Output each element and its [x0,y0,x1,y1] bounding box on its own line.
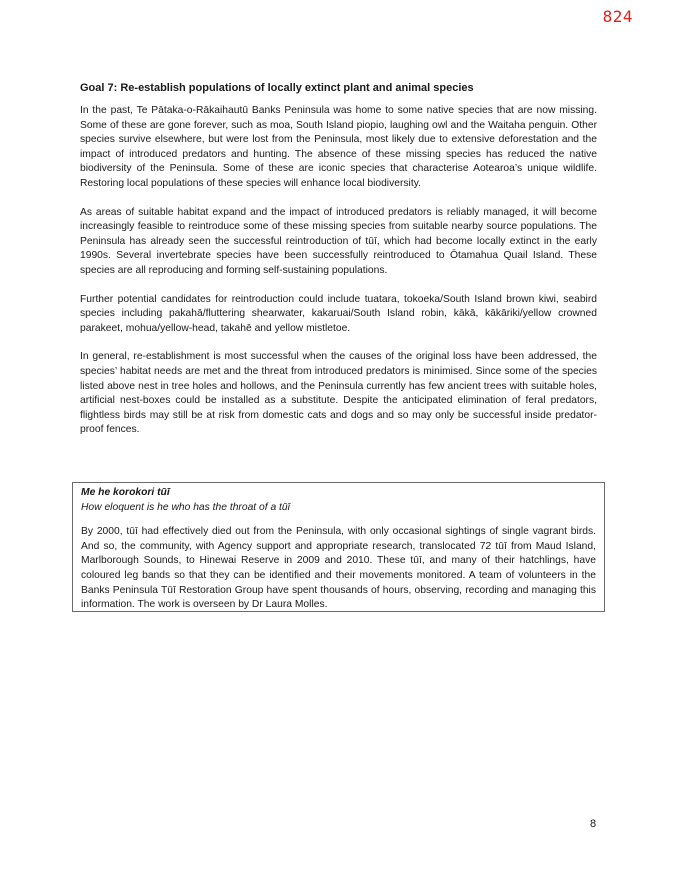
page-stamp-number: 824 [602,7,633,26]
paragraph-candidates: Further potential candidates for reintroduction could include tuatara, tokoeka/South Island brown kiwi, seabird species including pakahā/fluttering shearwater, kakaruai/South Island robin, kākā, kākāriki/yellow crowned parakeet, mohua/yellow-head, takahē and yellow mistletoe. [80,293,597,334]
paragraph-intro: In the past, Te Pātaka-o-Rākaihautū Banks Peninsula was home to some native species that are now missing. Some of these are gone forever, such as moa, South Island piopio, laughing owl and the Waitaha penguin. Other species survive elsewhere, but were lost from the Peninsula, most likely due to extensive deforestation and the impact of introduced predators and hunting. The absence of these missing species has reduced the native biodiversity of the Peninsula. Some of these are iconic species that characterise Aotearoa’s unique wildlife. Restoring local populations of these species will enhance local biodiversity. [80,105,597,189]
main-content [80,81,597,452]
callout-body: By 2000, tūī had effectively died out from the Peninsula, with only occasional sightings of single vagrant birds. And so, the community, with Agency support and appropriate research, translocated 72 tūī from Maud Island, Marlborough Sounds, to Hinewai Reserve in 2009 and 2010. These tūī, and many of their hatchlings, have coloured leg bands so that they can be identified and their movements monitored. A team of volunteers in the Banks Peninsula Tūī Restoration Group have spent thousands of hours, observing, recording and managing this information. The work is overseen by Dr Laura Molles. [81,526,596,611]
paragraph-reintroduction: As areas of suitable habitat expand and the impact of introduced predators is reliably managed, it will become increasingly feasible to reintroduce some of these missing species from suitable nearby source populations. The Peninsula has already seen the successful reintroduction of tūī, which had become locally extinct in the early 1990s. Several invertebrate species have been successfully reintroduced to Ōtamahua Quail Island. These species are all reproducing and forming self-sustaining populations. [80,206,597,276]
page-number: 8 [590,818,597,830]
callout-title: Me he korokori tūī [81,487,170,498]
callout-subtitle: How eloquent is he who has the throat of a tūī [81,501,290,513]
paragraph-success-factors: In general, re-establishment is most successful when the causes of the original loss have been addressed, the species’ habitat needs are met and the threat from introduced predators is minimised. Since some of the species listed above nest in tree holes and hollows, and the Peninsula currently has few ancient trees with suitable holes, artificial nest-boxes could be installed as a substitute. Despite the anticipated elimination of feral predators, flightless birds may still be at risk from domestic cats and dogs and so may only be successful inside predator-proof fences. [80,351,597,436]
section-heading: Goal 7: Re-establish populations of locally extinct plant and animal species [80,82,474,94]
tui-callout-box [72,482,605,612]
